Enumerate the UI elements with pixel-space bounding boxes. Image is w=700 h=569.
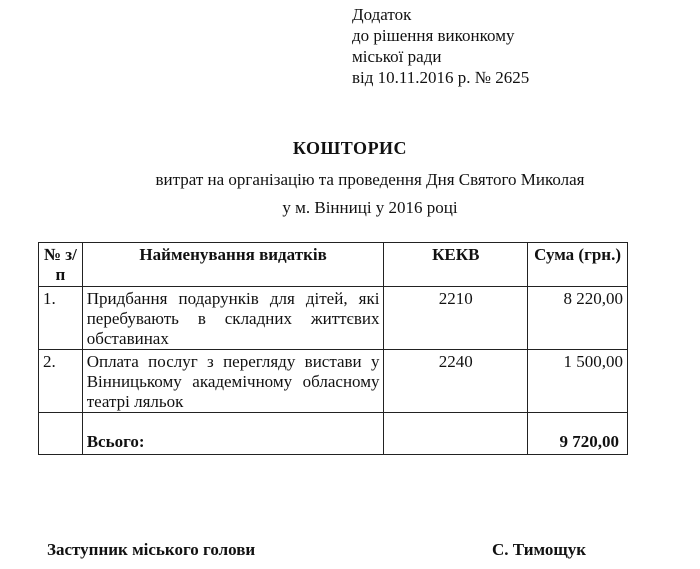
header-number: № з/п (39, 243, 83, 287)
addendum-date-number: від 10.11.2016 р. № 2625 (352, 68, 530, 87)
estimate-table (38, 242, 628, 455)
row-kekv: 2210 (384, 287, 528, 350)
addendum-decision: до рішення виконкому (352, 26, 515, 45)
table-total-row (39, 413, 628, 455)
table-row (39, 350, 628, 413)
header-kekv: КЕКВ (384, 243, 528, 287)
total-label: Всього: (82, 413, 384, 455)
table-row (39, 287, 628, 350)
signature-name: С. Тимощук (492, 540, 586, 559)
signature-role: Заступник міського голови (47, 540, 256, 559)
row-name: Придбання подарунків для дітей, які перебувають в складних життєвих обставинах (82, 287, 384, 350)
header-name: Найменування видатків (82, 243, 384, 287)
row-number: 1. (39, 287, 83, 350)
table-header-row (39, 243, 628, 287)
row-sum: 1 500,00 (528, 350, 628, 413)
row-sum: 8 220,00 (528, 287, 628, 350)
document-subtitle: витрат на організацію та проведення Дня Святого Миколая у м. Вінниці у 2016 році (155, 170, 585, 217)
addendum-block (352, 4, 529, 88)
header-sum: Сума (грн.) (528, 243, 628, 287)
addendum-label: Додаток (352, 5, 412, 24)
total-kekv-empty (384, 413, 528, 455)
total-sum: 9 720,00 (528, 413, 628, 455)
row-name: Оплата послуг з перегляду вистави у Вінницькому академічному обласному театрі ляльок (82, 350, 384, 413)
row-kekv: 2240 (384, 350, 528, 413)
addendum-council: міської ради (352, 47, 442, 66)
document-title: КОШТОРИС (292, 138, 408, 158)
row-number: 2. (39, 350, 83, 413)
total-number-empty (39, 413, 83, 455)
